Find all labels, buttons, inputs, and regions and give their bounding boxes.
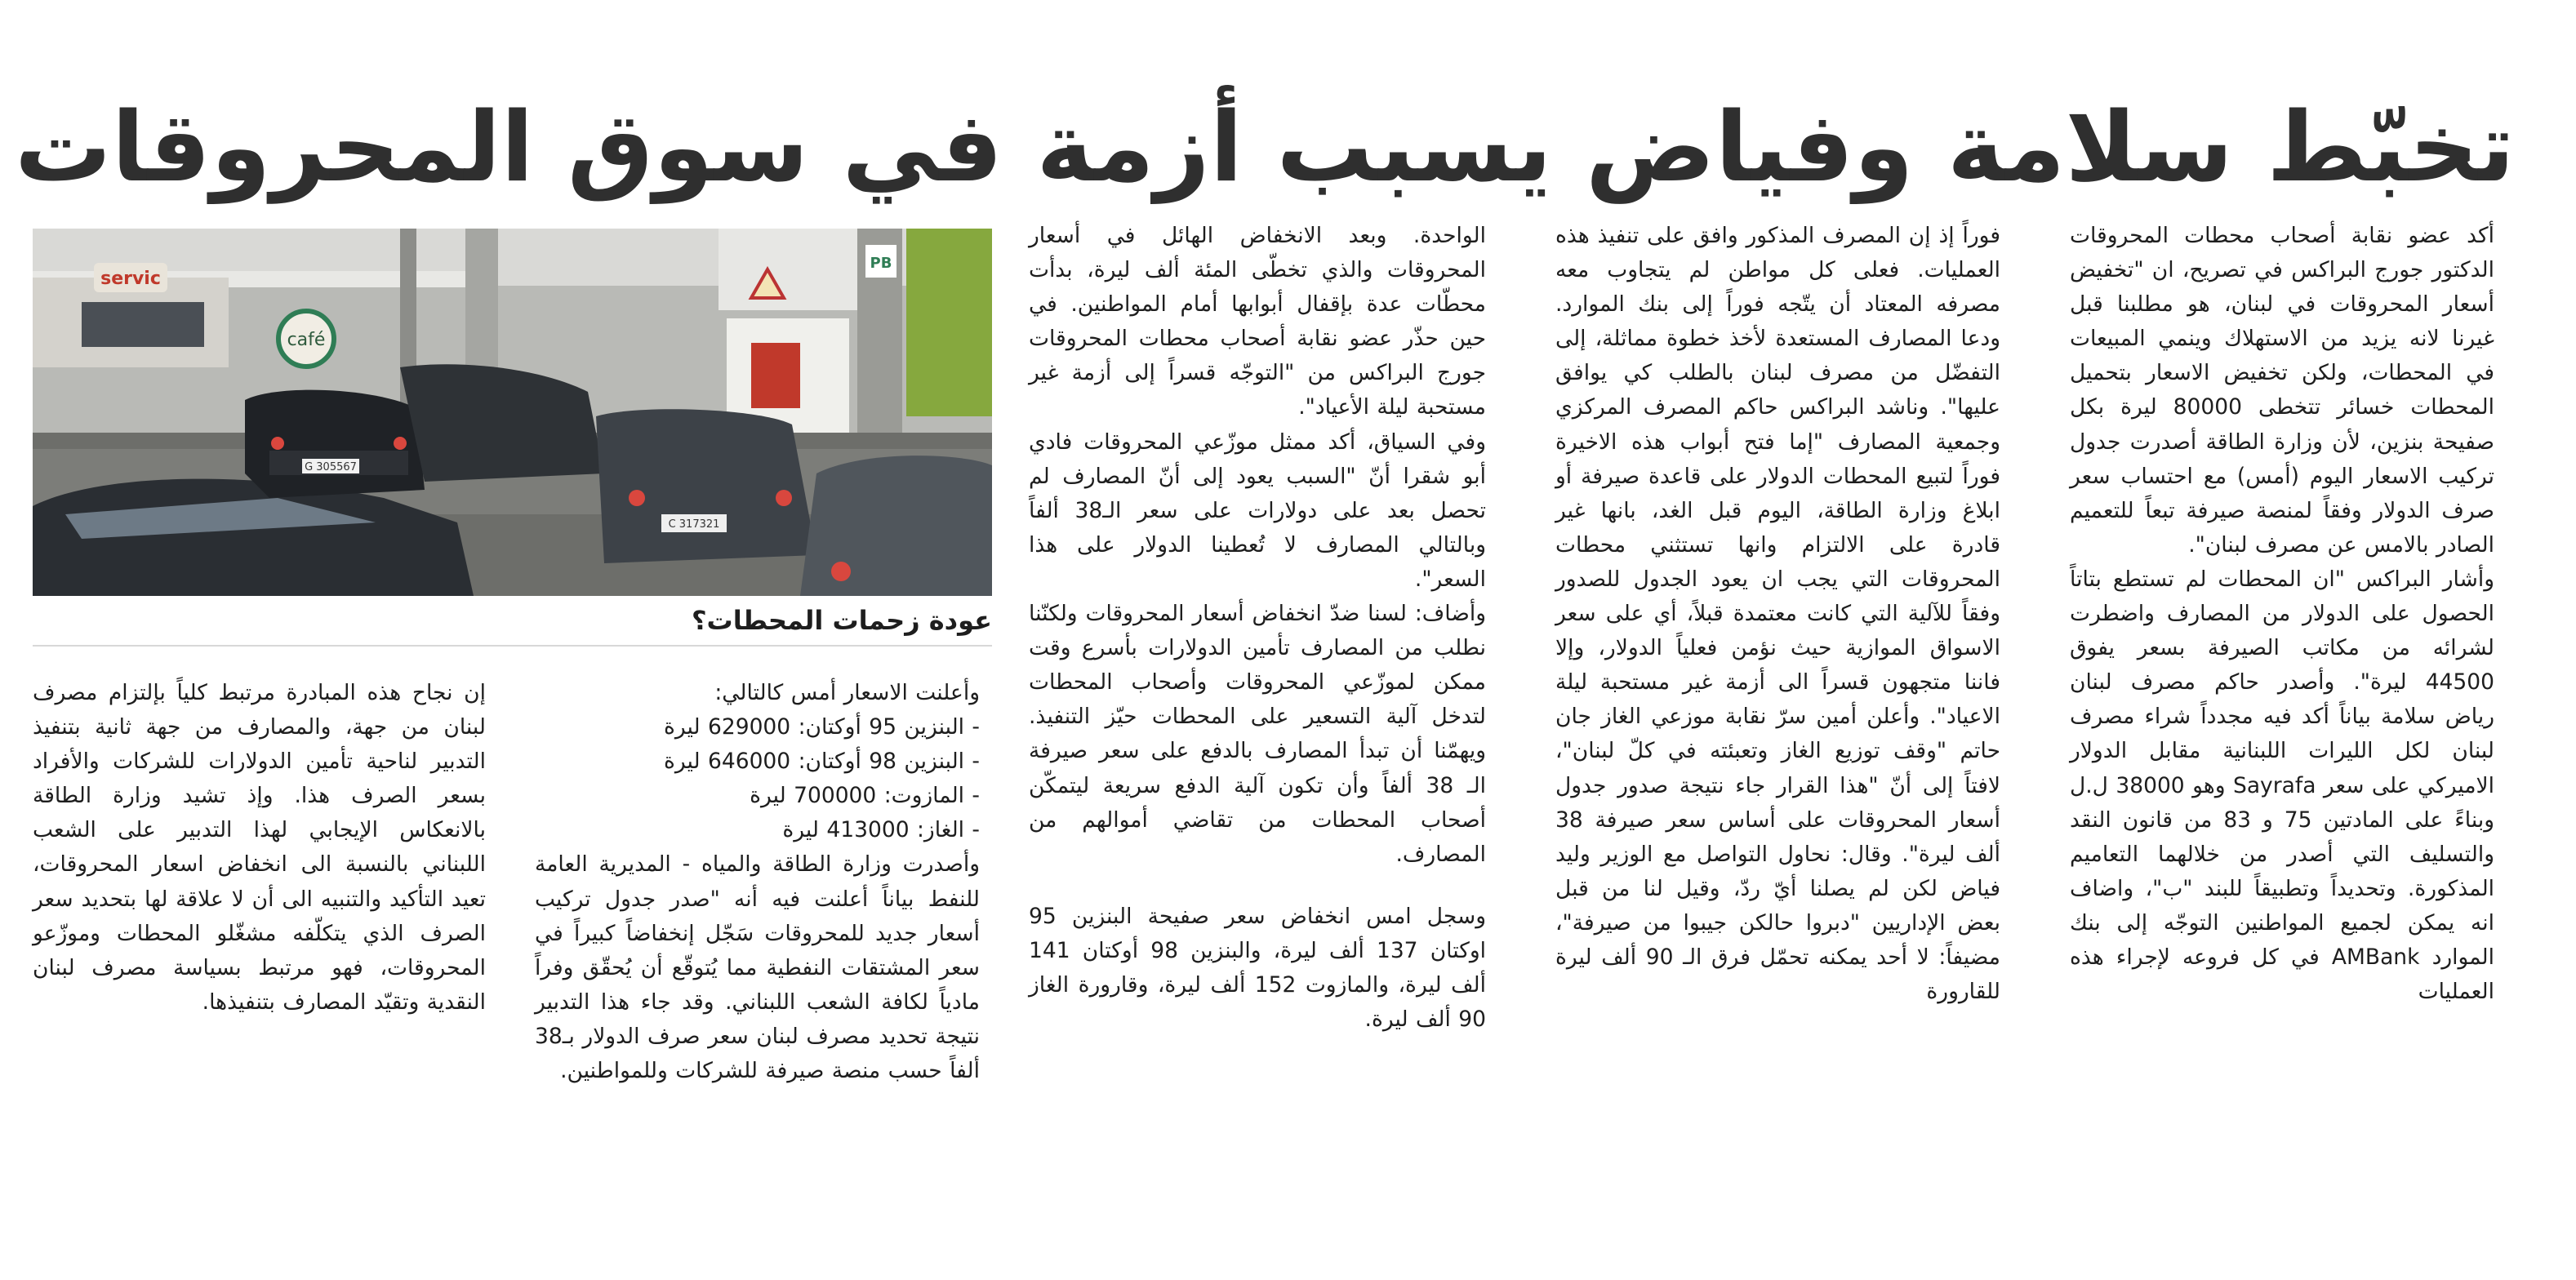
- cafe-sign-text: café: [287, 330, 326, 350]
- price-list-item: - البنزين 95 أوكتان: 629000 ليرة: [663, 714, 980, 740]
- paragraph: فوراً إذ إن المصرف المذكور وافق على تنفيذ هذه العمليات. فعلى كل مواطن لم يتجاوب معه مصرفه المعتاد أن يتّجه فوراً إلى بنك الموارد. ودعا المصارف المستعدة لأخذ خطوة مماثلة، إلى التفضّل من مصرف لبنان بالطلب كي يوافق عليها". وناشد البراكس حاكم المصرف المركزي وجمعية المصارف "إما فتح أبواب هذه الاخيرة فوراً لتبيع المحطات الدولار على قاعدة صيرفة أو ابلاغ وزارة الطاقة، اليوم قبل الغد، بانها غير قادرة على الالتزام وانها تستثني محطات المحروقات التي يجب ان يعود الجدول للصدور وفقاً للآلية التي كانت معتمدة قبلاً، أي على سعر الاسواق الموازية حيث نؤمن فعلياً الدولار، وإلا فاننا متجهون قسراً الى أزمة غير مستحبة ليلة الاعياد". وأعلن أمين سرّ نقابة موزعي الغاز جان حاتم "وقف توزيع الغاز وتعبئته في كلّ لبنان"، لافتاً إلى أنّ "هذا القرار جاء نتيجة صدور جدول أسعار المحروقات على أساس سعر صيرفة 38 ألف ليرة". وقال: نحاول التواصل مع الوزير وليد فياض لكن لم يصلنا أيّ ردّ، وقيل لنا من قبل بعض الإداريين "دبروا حالكن جيبوا من صيرفة"، مضيفاً: لا أحد يمكنه تحمّل فرق الـ 90 ألف ليرة للقارورة: [1555, 223, 2000, 1005]
- paragraph: وأعلنت الاسعار أمس كالتالي:: [714, 680, 980, 705]
- station-sign-text: servic: [100, 269, 161, 289]
- price-list-item: - الغاز: 413000 ليرة: [782, 817, 980, 843]
- photo-caption: عودة زحمات المحطات؟: [691, 605, 992, 636]
- headline: تخبّط سلامة وفياض يسبب أزمة في سوق المحروقات: [15, 91, 2515, 203]
- article-column-4: [535, 676, 980, 1088]
- caption-divider: [33, 645, 992, 647]
- license-plate: G 305567: [305, 461, 357, 473]
- paragraph: وأصدرت وزارة الطاقة والمياه - المديرية العامة للنفط بياناً أعلنت فيه أنه "صدر جدول تركيب أسعار جديد للمحروقات سَجّل إنخفاضاً كبيراً في سعر المشتقات النفطية مما يُتوقّع أن يُحقّق وفراً مادياً لكافة الشعب اللبناني. وقد جاء هذا التدبير نتيجة تحديد مصرف لبنان سعر صرف الدولار بـ38 ألفاً حسب منصة صيرفة للشركات وللمواطنين.: [535, 851, 980, 1084]
- pb-sign-text: PB: [870, 255, 892, 272]
- price-list-item: - البنزين 98 أوكتان: 646000 ليرة: [663, 749, 980, 775]
- paragraph: وفي السياق، أكد ممثل موزّعي المحروقات فادي أبو شقرا أنّ "السبب يعود إلى أنّ المصارف لم تحصل بعد على دولارات على سعر الـ38 ألفاً وبالتالي المصارف لا تُعطينا الدولار على هذا السعر".: [1029, 429, 1487, 592]
- paragraph: وسجل امس انخفاض سعر صفيحة البنزين 95 اوكتان 137 ألف ليرة، والبنزين 98 أوكتان 141 ألف ليرة، والمازوت 152 ألف ليرة، وقارورة الغاز 90 ألف ليرة.: [1029, 903, 1487, 1033]
- paragraph: الواحدة. وبعد الانخفاض الهائل في أسعار المحروقات والذي تخطّى المئة ألف ليرة، بدأت محطّات عدة بإقفال أبوابها أمام المواطنين. في حين حذّر عضو نقابة أصحاب محطات المحروقات جورج البراكس من "التوجّه قسراً إلى أزمة غير مستحبة ليلة الأعياد".: [1029, 223, 1486, 420]
- price-list-item: - المازوت: 700000 ليرة: [750, 783, 980, 809]
- paragraph: إن نجاح هذه المبادرة مرتبط كلياً بإلتزام مصرف لبنان من جهة، والمصارف من جهة ثانية بتنفيذ التدبير لناحية تأمين الدولارات للشركات والأفراد بسعر الصرف هذا. وإذ تشيد وزارة الطاقة بالانعكاس الإيجابي لهذا التدبير على الشعب اللبناني بالنسبة الى انخفاض اسعار المحروقات، تعيد التأكيد والتنبيه الى أن لا علاقة لها بتحديد سعر الصرف الذي يتكلّفه مشغّلو المحطات وموزّعو المحروقات، فهو مرتبط بسياسة مصرف لبنان النقدية وتقيّد المصارف بتنفيذها.: [33, 680, 486, 1015]
- license-plate: C 317321: [668, 518, 720, 531]
- gas-station-photo: [33, 229, 992, 596]
- article-column-5: [33, 676, 486, 1020]
- article-column-1: [2070, 219, 2494, 1009]
- article-column-3: [1029, 219, 1486, 1037]
- paragraph-gap: [1029, 872, 1486, 900]
- paragraph: وأشار البراكس "ان المحطات لم تستطع بتاتاً الحصول على الدولار من المصارف واضطرت لشرائه من مكاتب الصيرفة بسعر يفوق 44500 ليرة". وأصدر حاكم مصرف لبنان رياض سلامة بياناً أكد فيه مجدداً شراء مصرف لبنان لكل الليرات اللبنانية مقابل الدولار الاميركي على سعر Sayrafa وهو 38000 ل.ل وبناءً على المادتين 75 و 83 من قانون النقد والتسليف التي أصدر من خلالهما التعاميم المذكورة. وتحديداً وتطبيقاً للبند "ب"، واضاف انه يمكن لجميع المواطنين التوجّه إلى بنك الموارد AMBank في كل فروعه لإجراء هذه العمليات: [2070, 566, 2495, 1005]
- article-column-2: [1555, 219, 2000, 1009]
- paragraph: أكد عضو نقابة أصحاب محطات المحروقات الدكتور جورج البراكس في تصريح، ان "تخفيض أسعار المحروقات في لبنان، هو مطلبنا قبل غيرنا لانه يزيد من الاستهلاك وينمي المبيعات في المحطات، ولكن تخفيض الاسعار بتحميل المحطات خسائر تتخطى 80000 ليرة بكل صفيحة بنزين، لأن وزارة الطاقة أصدرت جدول تركيب الاسعار اليوم (أمس) مع احتساب سعر صرف الدولار وفقاً لمنصة صيرفة تبعاً للتعميم الصادر بالامس عن مصرف لبنان".: [2070, 223, 2494, 558]
- paragraph: وأضاف: لسنا ضدّ انخفاض أسعار المحروقات ولكنّنا نطلب من المصارف تأمين الدولارات بأسرع وقت ممكن لموزّعي المحروقات وأصحاب المحطات لتدخل آلية التسعير على المحطات حيّز التنفيذ. ويهمّنا أن تبدأ المصارف بالدفع على سعر صيرفة الـ 38 ألفاً وأن تكون آلية الدفع سريعة ليتمكّن أصحاب المحطات من تقاضي أموالهم من المصارف.: [1029, 601, 1487, 867]
